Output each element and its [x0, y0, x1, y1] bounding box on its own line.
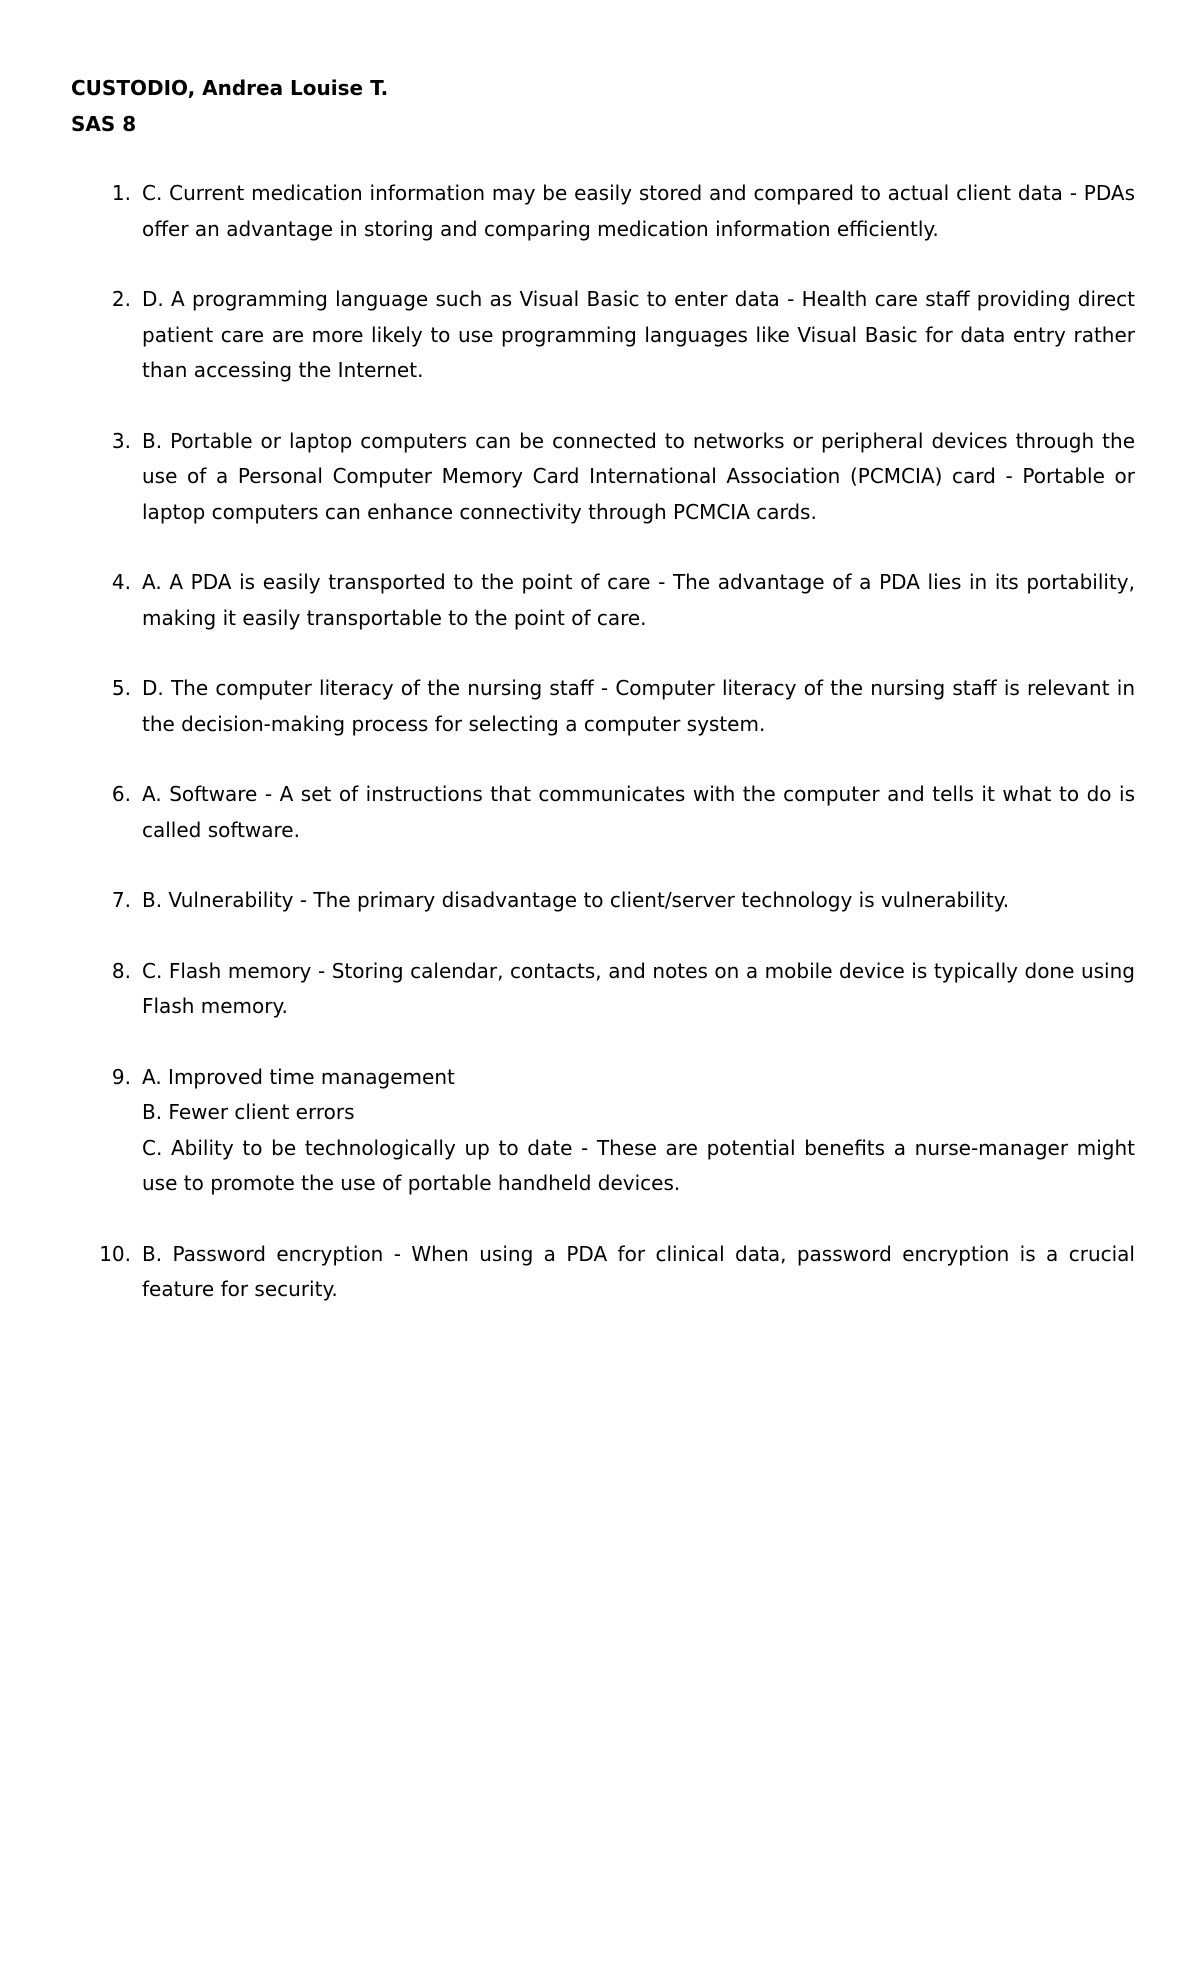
answer-number: 8.: [111, 958, 131, 983]
answer-item: [71, 565, 1135, 636]
answer-text: [142, 671, 1135, 742]
answer-text: [142, 176, 1135, 247]
answer-number-cell: [71, 671, 142, 707]
answer-line: B. Fewer client errors: [142, 1100, 355, 1124]
answer-text: [142, 1060, 1135, 1202]
answer-line: A. A PDA is easily transported to the point of care - The advantage of a PDA lies in its portability, making it easily transportable to the point of care.: [142, 570, 1135, 630]
answer-text: [142, 565, 1135, 636]
answer-text: [142, 282, 1135, 389]
answer-number: 1.: [111, 181, 131, 205]
answer-number: 2.: [111, 287, 131, 311]
answer-item: [71, 1060, 1135, 1202]
answer-number: 3.: [111, 428, 131, 453]
answer-number: 10.: [99, 1241, 131, 1266]
answer-item: [71, 671, 1135, 742]
answer-line: D. The computer literacy of the nursing staff - Computer literacy of the nursing staff is relevant in the decision-making process for selecting a computer system.: [142, 676, 1135, 736]
assignment-title: SAS 8: [71, 112, 137, 136]
answer-item: [71, 1237, 1135, 1308]
answer-item: [71, 777, 1135, 848]
answer-number: 6.: [111, 782, 131, 806]
answer-text: [142, 1237, 1135, 1308]
answer-number-cell: [71, 777, 142, 813]
answer-text: [142, 777, 1135, 848]
answer-item: [71, 282, 1135, 389]
answer-item: [71, 883, 1135, 919]
student-name: CUSTODIO, Andrea Louise T.: [71, 76, 389, 100]
answer-number: 7.: [111, 888, 131, 912]
answer-text: [142, 954, 1135, 1025]
answer-number: 9.: [111, 1064, 131, 1089]
answer-line: D. A programming language such as Visual Basic to enter data - Health care staff providing direct patient care are more likely to use programming languages like Visual Basic for data entry rather than accessing the Internet.: [142, 287, 1135, 382]
answer-number-cell: [71, 883, 142, 919]
answer-item: [71, 176, 1135, 247]
answer-line: B. Vulnerability - The primary disadvantage to client/server technology is vulnerability.: [142, 888, 1010, 912]
answer-line: A. Improved time management: [142, 1064, 455, 1089]
answer-number-cell: [71, 954, 142, 990]
answer-text: [142, 424, 1135, 531]
answer-number: 5.: [111, 676, 131, 700]
answer-item: [71, 954, 1135, 1025]
answer-line: B. Portable or laptop computers can be connected to networks or peripheral devices through the use of a Personal Computer Memory Card International Association (PCMCIA) card - Portable or laptop computers can enhance connectivity through PCMCIA cards.: [142, 428, 1135, 524]
answer-line: B. Password encryption - When using a PDA for clinical data, password encryption is a crucial feature for security.: [142, 1241, 1135, 1301]
answer-number-cell: [71, 1060, 142, 1096]
answer-number-cell: [71, 176, 142, 212]
answer-line: C. Ability to be technologically up to date - These are potential benefits a nurse-manager might use to promote the use of portable handheld devices.: [142, 1135, 1135, 1195]
answer-line: C. Current medication information may be easily stored and compared to actual client data - PDAs offer an advantage in storing and comparing medication information efficiently.: [142, 181, 1135, 241]
answer-list: [71, 176, 1135, 1343]
answer-number-cell: [71, 424, 142, 460]
answer-number-cell: [71, 282, 142, 318]
document-header: [71, 70, 388, 142]
answer-number-cell: [71, 565, 142, 601]
answer-number: 4.: [111, 570, 131, 594]
answer-item: [71, 424, 1135, 531]
answer-line: C. Flash memory - Storing calendar, contacts, and notes on a mobile device is typically done using Flash memory.: [142, 958, 1135, 1018]
answer-number-cell: [71, 1237, 142, 1273]
answer-line: A. Software - A set of instructions that communicates with the computer and tells it what to do is called software.: [142, 782, 1135, 842]
answer-text: [142, 883, 1135, 919]
